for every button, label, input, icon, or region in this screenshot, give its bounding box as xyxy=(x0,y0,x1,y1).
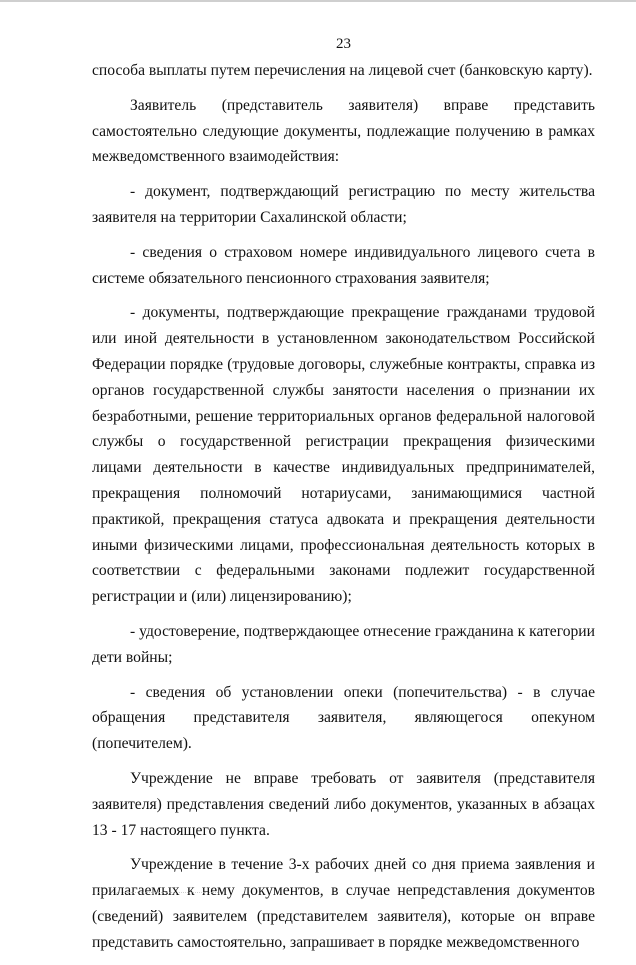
paragraph-9: Учреждение в течение 3-х рабочих дней со дня приема заявления и прилагаемых к нему документов, в случае непредставления документов (сведений) заявителем (представителем заявителя), которые он вправе представить самостоятельно, запрашивает в порядке межведомственного xyxy=(92,856,595,951)
paragraph-4: - сведения о страховом номере индивидуального лицевого счета в системе обязательного пенсионного страхования заявителя; xyxy=(92,243,595,287)
paragraph-8: Учреждение не вправе требовать от заявителя (представителя заявителя) представления сведений либо документов, указанных в абзацах 13 - 17 настоящего пункта. xyxy=(92,769,595,839)
paragraph-1: способа выплаты путем перечисления на лицевой счет (банковскую карту). xyxy=(92,62,593,79)
paragraph-5: - документы, подтверждающие прекращение гражданами трудовой или иной деятельности в установленном законодательством Российской Федерации порядке (трудовые договоры, служебные контракты, справка из органов государственной службы занятости населения о признании их безработными, решение территориальных органов федеральной налоговой службы о государственной регистрации прекращения физическими лицами деятельности в качестве индивидуальных предпринимателей, прекращения полномочий нотариусами, занимающимися частной практикой, прекращения статуса адвоката и прекращения деятельности иными физическими лицами, профессиональная деятельность которых в соответствии с федеральными законами подлежит государственной регистрации и (или) лицензированию); xyxy=(92,304,595,606)
document-page xyxy=(92,34,595,965)
paragraph-3: - документ, подтверждающий регистрацию по месту жительства заявителя на территории Сахалинской области; xyxy=(92,183,595,226)
paragraph-2: Заявитель (представитель заявителя) вправе представить самостоятельно следующие документы, подлежащие получению в рамках межведомственного взаимодействия: xyxy=(92,96,595,166)
scan-top-edge xyxy=(0,0,636,2)
paragraph-7: - сведения об установлении опеки (попечительства) - в случае обращения представителя заявителя, являющегося опекуном (попечителем). xyxy=(92,683,595,753)
paragraph-6: - удостоверение, подтверждающее отнесение гражданина к категории дети войны; xyxy=(92,622,595,666)
scan-bottom-artifact xyxy=(98,892,218,896)
page-number: 23 xyxy=(336,36,351,52)
